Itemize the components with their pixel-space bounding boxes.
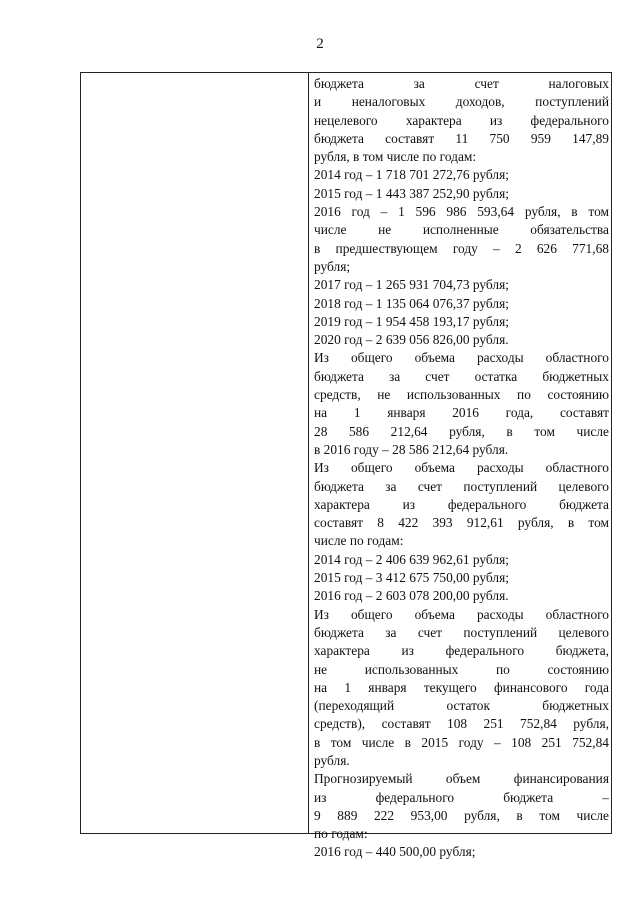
text-line: 2018 год – 1 135 064 076,37 рубля; [314, 295, 509, 311]
text-line: бюджета за счет поступлений целевого [314, 624, 609, 640]
text-line: бюджета за счет поступлений целевого [314, 478, 609, 494]
text-line: бюджета за счет остатка бюджетных [314, 368, 609, 384]
text-line: 2019 год – 1 954 458 193,17 рубля; [314, 313, 509, 329]
text-line: Прогнозируемый объем финансирования [314, 771, 609, 787]
text-line: в предшествующем году – 2 626 771,68 [314, 240, 609, 256]
text-line: не использованных по состоянию [314, 661, 609, 677]
text-line: средств, не использованных по состоянию [314, 387, 609, 403]
text-line: по годам: [314, 826, 368, 842]
text-line: на 1 января текущего финансового года [314, 679, 609, 695]
document-table [80, 72, 612, 860]
text-line: 2015 год – 3 412 675 750,00 рубля; [314, 570, 509, 586]
text-line: 2016 год – 1 596 986 593,64 рубля, в том [314, 204, 609, 220]
text-line: бюджета составят 11 750 959 147,89 [314, 130, 609, 146]
text-line: характера из федерального бюджета, [314, 643, 609, 659]
text-line: 9 889 222 953,00 рубля, в том числе [314, 807, 609, 823]
text-line: составят 8 422 393 912,61 рубля, в том [314, 515, 609, 531]
text-line: (переходящий остаток бюджетных [314, 698, 609, 714]
text-line: 2016 год – 440 500,00 рубля; [314, 844, 476, 860]
text-line: 2016 год – 2 603 078 200,00 рубля. [314, 588, 509, 604]
text-line: 2017 год – 1 265 931 704,73 рубля; [314, 277, 509, 293]
text-line: числе по годам: [314, 533, 404, 549]
text-line: Из общего объема расходы областного [314, 350, 609, 366]
text-line: в 2016 году – 28 586 212,64 рубля. [314, 441, 509, 457]
text-line: рубля; [314, 258, 351, 274]
text-line: рубля, в том числе по годам: [314, 149, 477, 165]
text-line: 2015 год – 1 443 387 252,90 рубля; [314, 185, 509, 201]
text-line: средств), составят 108 251 752,84 рубля, [314, 716, 609, 732]
text-line: 2014 год – 2 406 639 962,61 рубля; [314, 551, 509, 567]
page-number: 2 [316, 36, 324, 52]
text-line: из федерального бюджета – [314, 789, 609, 805]
text-line: характера из федерального бюджета [314, 496, 609, 512]
text-line: Из общего объема расходы областного [314, 606, 609, 622]
table-left-cell [81, 73, 309, 833]
text-line: в том числе в 2015 году – 108 251 752,84 [314, 734, 609, 750]
text-line: 2020 год – 2 639 056 826,00 рубля. [314, 332, 509, 348]
text-line: бюджета за счет налоговых [314, 76, 609, 91]
text-line: нецелевого характера из федерального [314, 112, 609, 128]
text-line: 28 586 212,64 рубля, в том числе [314, 423, 609, 439]
text-line: рубля. [314, 752, 350, 768]
text-line: числе не исполненные обязательства [314, 222, 609, 238]
text-line: 2014 год – 1 718 701 272,76 рубля; [314, 167, 509, 183]
text-line: на 1 января 2016 года, составят [314, 405, 609, 421]
text-line: и неналоговых доходов, поступлений [314, 94, 609, 110]
text-line: Из общего объема расходы областного [314, 460, 609, 476]
table-right-cell [309, 73, 611, 860]
